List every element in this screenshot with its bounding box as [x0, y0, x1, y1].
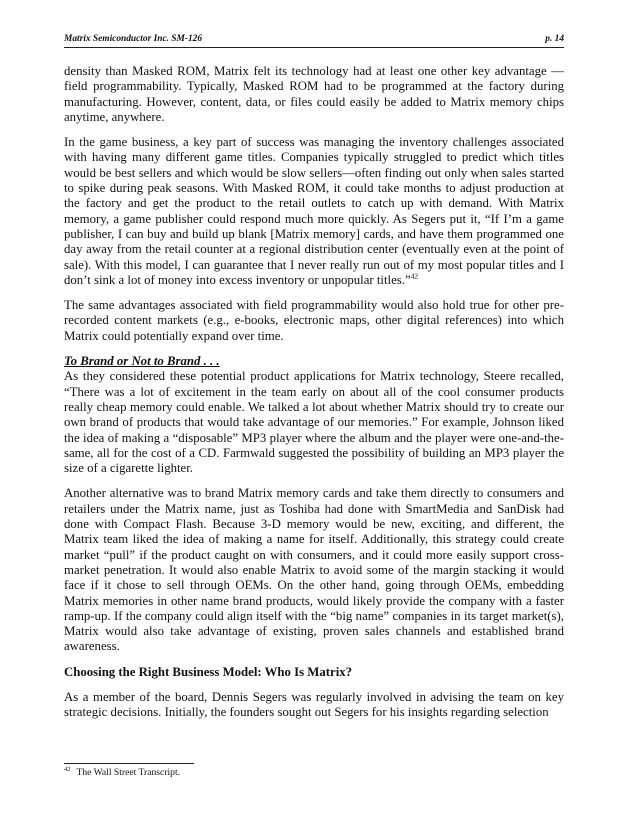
paragraph-3: The same advantages associated with field programmability would also hold true for other pre-recorded content markets (e.g., e-books, electronic maps, other digital references) into which Matrix could potentially expand over time.	[64, 298, 564, 343]
paragraph-2-text: In the game business, a key part of success was managing the inventory challenges associated with having many different game titles. Companies typically struggled to predict which titles would be best sellers and which would be slow sellers—often finding out only when sales started to spike during peak seasons. With Masked ROM, it could take months to adjust production at the factory and get the product to the retail outlets to catch up with demand. With Matrix memory, a game publisher could respond much more quickly. As Segers put it, “If I’m a game publisher, I can buy and build up blank [Matrix memory] cards, and have them programmed one day away from the retail counter at a regional distribution center (eventually even at the point of sale). With this model, I can guarantee that I never really run out of my most popular titles and I don’t sink a lot of money into excess inventory or unpopular titles.”	[64, 135, 564, 287]
section-heading-brand: To Brand or Not to Brand . . .	[64, 354, 220, 369]
paragraph-1: density than Masked ROM, Matrix felt its technology had at least one other key advantage — field programmability. Typically, Masked ROM had to be programmed at the factory during manufacturing. However, content, data, or files could easily be added to Matrix memory chips anytime, anywhere.	[64, 64, 564, 124]
footnote	[64, 767, 564, 779]
document-body	[64, 64, 564, 721]
header-title: Matrix Semiconductor Inc. SM-126	[64, 34, 203, 44]
footnote-divider	[64, 763, 194, 764]
footnote-number: 42	[64, 765, 71, 773]
paragraph-6: As a member of the board, Dennis Segers was regularly involved in advising the team on key strategic decisions. Initially, the founders sought out Segers for his insights regarding selection	[64, 689, 564, 720]
page-number: p. 14	[545, 34, 564, 44]
paragraph-4: As they considered these potential product applications for Matrix technology, Steere recalled, “There was a lot of excitement in the team early on about all of the cool consumer products really cheap memory could enable. We talked a lot about whether Matrix should try to create our own brand of products that would take advantage of our memories.” For example, Johnson liked the idea of making a “disposable” MP3 player where the album and the player were one-and-the-same, all for the cost of a CD. Farmwald suggested the possibility of building an MP3 player the size of a cigarette lighter.	[64, 369, 564, 476]
paragraph-2	[64, 135, 564, 288]
section-heading-business-model: Choosing the Right Business Model: Who Is Matrix?	[64, 664, 353, 679]
paragraph-5: Another alternative was to brand Matrix memory cards and take them directly to consumers and retailers under the Matrix name, just as Toshiba had done with SmartMedia and SanDisk had done with Compact Flash. Because 3-D memory would be new, exciting, and different, the Matrix team liked the idea of making a name for itself. Additionally, this strategy could create market “pull” if the product caught on with consumers, and it could more easily support cross-market penetration. It would also enable Matrix to avoid some of the margin stacking it would face if it chose to sell through OEMs. On the other hand, going through OEMs, embedding Matrix memories in other name brand products, would likely provide the company with a faster ramp-up. If the company could align itself with the “big name” companies in its target market(s), Matrix would also take advantage of existing, proven sales channels and established brand awareness.	[64, 486, 564, 654]
footnote-text: The Wall Street Transcript.	[76, 767, 181, 778]
footnote-ref[interactable]: 42	[410, 271, 419, 281]
page-header	[64, 31, 564, 48]
